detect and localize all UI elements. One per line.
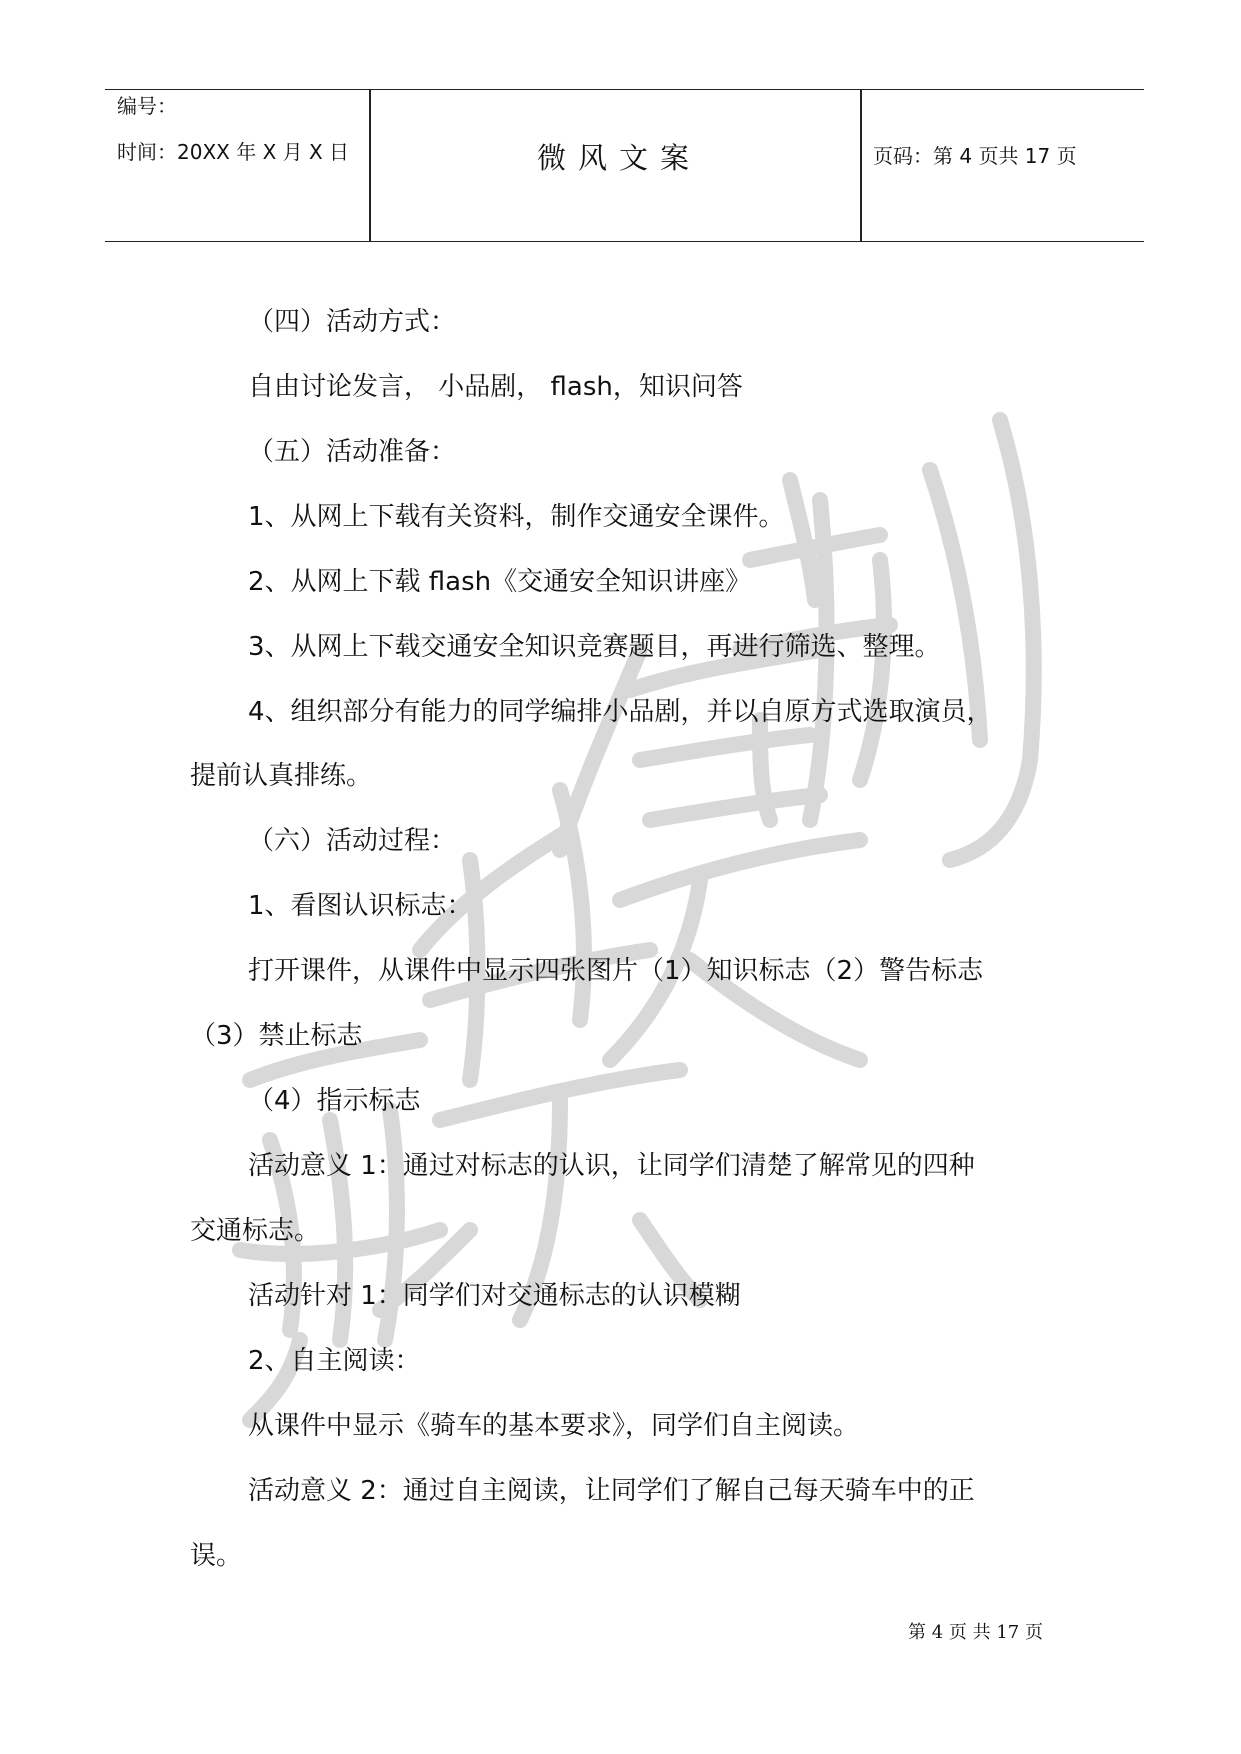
list-item: 2、从网上下载 flash《交通安全知识讲座》 bbox=[248, 567, 752, 597]
section-heading-process: （六）活动过程： bbox=[248, 826, 457, 856]
header-table bbox=[105, 89, 1144, 242]
paragraph-continuation: （3）禁止标志 bbox=[190, 1021, 363, 1051]
list-item: 2、自主阅读： bbox=[248, 1346, 421, 1376]
paragraph-continuation: 误。 bbox=[190, 1541, 243, 1571]
header-divider-right bbox=[860, 90, 862, 241]
header-divider-left bbox=[369, 90, 371, 241]
document-title: 微风文案 bbox=[537, 141, 702, 175]
page-number-label: 页码：第 4 页共 17 页 bbox=[873, 144, 1077, 168]
paragraph: 自由讨论发言， 小品剧， flash，知识问答 bbox=[248, 372, 743, 402]
list-item: 4、组织部分有能力的同学编排小品剧，并以自原方式选取演员， bbox=[248, 697, 993, 727]
page-footer: 第 4 页 共 17 页 bbox=[908, 1622, 1043, 1643]
list-item-continuation: 提前认真排练。 bbox=[190, 761, 373, 791]
paragraph: 从课件中显示《骑车的基本要求》，同学们自主阅读。 bbox=[248, 1411, 860, 1441]
paragraph: 活动针对 1：同学们对交通标志的认识模糊 bbox=[248, 1281, 741, 1311]
section-heading-preparation: （五）活动准备： bbox=[248, 437, 457, 467]
paragraph: （4）指示标志 bbox=[248, 1086, 421, 1116]
document-number-label: 编号： bbox=[117, 94, 177, 118]
paragraph: 打开课件，从课件中显示四张图片（1）知识标志（2）警告标志 bbox=[248, 956, 984, 986]
paragraph: 活动意义 2：通过自主阅读，让同学们了解自己每天骑车中的正 bbox=[248, 1476, 975, 1506]
section-heading-method: （四）活动方式： bbox=[248, 307, 457, 337]
paragraph-continuation: 交通标志。 bbox=[190, 1216, 321, 1246]
list-item: 3、从网上下载交通安全知识竞赛题目，再进行筛选、整理。 bbox=[248, 632, 941, 662]
paragraph: 活动意义 1：通过对标志的认识，让同学们清楚了解常见的四种 bbox=[248, 1151, 975, 1181]
document-time-label: 时间：20XX 年 X 月 X 日 bbox=[117, 140, 350, 164]
list-item: 1、从网上下载有关资料，制作交通安全课件。 bbox=[248, 502, 785, 532]
list-item: 1、看图认识标志： bbox=[248, 891, 473, 921]
